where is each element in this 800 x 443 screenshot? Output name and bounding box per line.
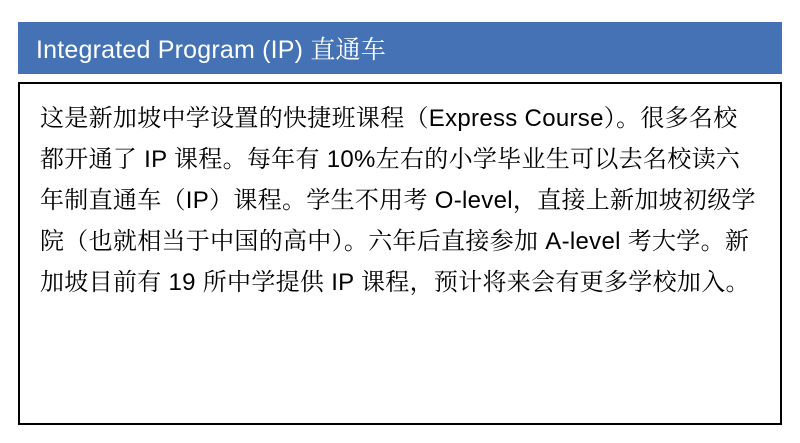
page-title: Integrated Program (IP) 直通车 <box>36 36 386 64</box>
content-box <box>18 82 782 425</box>
content-paragraph: 这是新加坡中学设置的快捷班课程（Express Course）。很多名校都开通了 IP 课程。每年有 10%左右的小学毕业生可以去名校读六年制直通车（IP）课程。学生不用考 O-level，直接上新加坡初级学院（也就相当于中国的高中）。六年后直接参加 A-level 考大学。新加坡目前有 19 所中学提供 IP 课程，预计将来会有更多学校加入。 <box>40 105 756 296</box>
slide-header-bar <box>18 22 782 74</box>
